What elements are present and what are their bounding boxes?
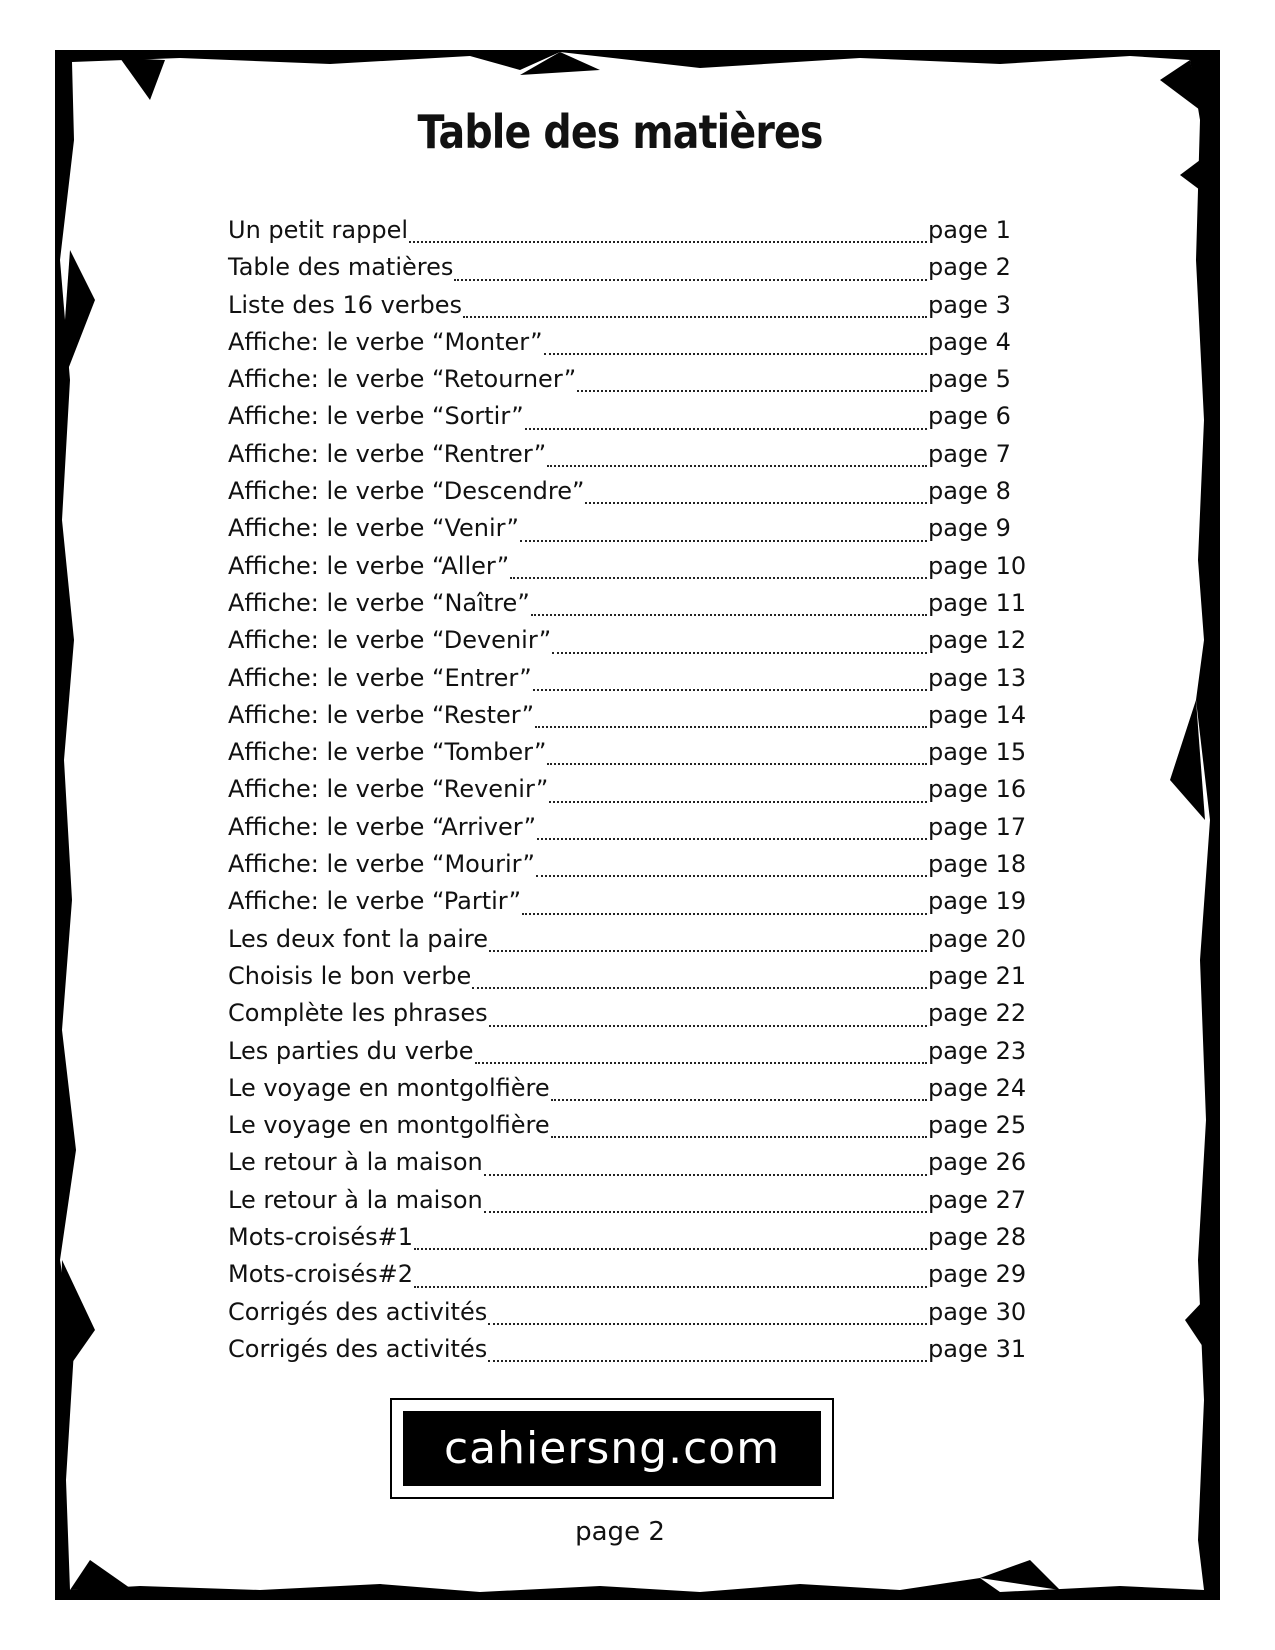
toc-entry-page: page 28 <box>928 1223 1027 1252</box>
toc-entry-label: Affiche: le verbe “Entrer” <box>228 663 532 692</box>
toc-entry-page: page 31 <box>928 1334 1027 1363</box>
dot-leader <box>585 502 927 504</box>
dot-leader <box>547 763 927 765</box>
toc-entry <box>228 473 1048 510</box>
dot-leader <box>577 390 927 392</box>
toc-entry-label: Affiche: le verbe “Aller” <box>228 551 510 580</box>
toc-entry <box>228 249 1048 286</box>
toc-entry-page: page 11 <box>928 588 1027 617</box>
toc-entry-label: Un petit rappel <box>228 216 408 244</box>
dot-leader <box>544 353 927 355</box>
toc-entry-page: page 6 <box>928 402 1011 431</box>
toc-entry <box>228 995 1048 1032</box>
dot-leader <box>475 1062 927 1064</box>
toc-entry-label: Affiche: le verbe “Rester” <box>228 700 535 729</box>
dot-leader <box>522 913 927 915</box>
dot-leader <box>547 465 927 467</box>
dot-leader <box>510 577 927 579</box>
toc-entry-page: page 22 <box>928 999 1027 1028</box>
toc-entry-label: Affiche: le verbe “Descendre” <box>228 477 585 506</box>
toc-entry-label: Table des matières <box>228 253 454 282</box>
toc-entry-label: Corrigés des activités <box>228 1297 488 1326</box>
toc-entry <box>228 622 1048 659</box>
toc-entry-label: Mots-croisés#2 <box>228 1260 414 1289</box>
toc-entry-page: page 15 <box>928 738 1027 767</box>
toc-entry-page: page 13 <box>928 663 1027 692</box>
toc-entry <box>228 734 1048 771</box>
dot-leader <box>488 1323 927 1325</box>
toc-entry-label: Affiche: le verbe “Venir” <box>228 514 519 543</box>
toc-entry-label: Le voyage en montgolfière <box>228 1111 550 1140</box>
dot-leader <box>551 1136 927 1138</box>
toc-entry-label: Affiche: le verbe “Monter” <box>228 327 543 356</box>
toc-entry-label: Affiche: le verbe “Sortir” <box>228 402 524 431</box>
toc-entry-label: Mots-croisés#1 <box>228 1223 414 1252</box>
toc-entry-page: page 27 <box>928 1185 1027 1214</box>
toc-entry-page: page 30 <box>928 1297 1027 1326</box>
brand-banner <box>390 1398 834 1499</box>
toc-entry <box>228 697 1048 734</box>
toc-entry <box>228 921 1048 958</box>
toc-entry-page: page 14 <box>928 700 1027 729</box>
toc-entry-label: Affiche: le verbe “Naître” <box>228 588 530 617</box>
toc-entry-page: page 18 <box>928 850 1027 879</box>
toc-entry <box>228 958 1048 995</box>
toc-entry-page: page 3 <box>928 290 1011 319</box>
toc-entry-page: page 4 <box>928 327 1011 356</box>
dot-leader <box>549 801 927 803</box>
toc-entry <box>228 548 1048 585</box>
toc-entry <box>228 1294 1048 1331</box>
dot-leader <box>533 689 927 691</box>
toc-entry <box>228 809 1048 846</box>
toc-entry <box>228 660 1048 697</box>
toc-entry-page: page 16 <box>928 775 1027 804</box>
toc-entry-page: page 19 <box>928 887 1027 916</box>
toc-entry-page: page 23 <box>928 1036 1027 1065</box>
dot-leader <box>537 838 927 840</box>
toc-entry <box>228 398 1048 435</box>
toc-entry-label: Le retour à la maison <box>228 1185 483 1214</box>
toc-entry-page: page 9 <box>928 514 1011 543</box>
toc-entry-page: page 20 <box>928 924 1027 953</box>
toc-entry-page: page 26 <box>928 1148 1027 1177</box>
toc-entry-label: Choisis le bon verbe <box>228 961 472 990</box>
dot-leader <box>489 950 927 952</box>
page-number: page 2 <box>575 1517 665 1547</box>
dot-leader <box>463 316 927 318</box>
toc-entry <box>228 1070 1048 1107</box>
dot-leader <box>520 540 927 542</box>
dot-leader <box>409 241 927 243</box>
toc-entry-label: Complète les phrases <box>228 999 488 1028</box>
dot-leader <box>472 987 927 989</box>
toc-entry <box>228 883 1048 920</box>
dot-leader <box>488 1360 927 1362</box>
toc-entry-label: Le voyage en montgolfière <box>228 1073 550 1102</box>
dot-leader <box>551 1099 927 1101</box>
toc-entry-label: Affiche: le verbe “Revenir” <box>228 775 549 804</box>
toc-entry-label: Corrigés des activités <box>228 1334 488 1363</box>
toc-entry-page: page 21 <box>928 961 1027 990</box>
dot-leader <box>552 652 927 654</box>
toc-entry <box>228 361 1048 398</box>
dot-leader <box>414 1248 927 1250</box>
page-title: Table des matières <box>417 105 823 159</box>
toc-entry <box>228 846 1048 883</box>
toc-entry-page: page 24 <box>928 1073 1027 1102</box>
toc-entry <box>228 1219 1048 1256</box>
dot-leader <box>484 1211 927 1213</box>
toc-entry <box>228 287 1048 324</box>
toc-entry-page: page 25 <box>928 1111 1027 1140</box>
toc-entry <box>228 1033 1048 1070</box>
toc-entry-label: Affiche: le verbe “Devenir” <box>228 626 552 655</box>
toc-entry-label: Affiche: le verbe “Mourir” <box>228 850 535 879</box>
toc-entry <box>228 1182 1048 1219</box>
toc-entry <box>228 324 1048 361</box>
toc-entry-page: page 2 <box>928 253 1011 282</box>
toc-entry-page: page 1 <box>928 216 1011 244</box>
dot-leader <box>535 726 927 728</box>
toc-entry <box>228 1256 1048 1293</box>
dot-leader <box>525 428 927 430</box>
toc-entry-page: page 17 <box>928 812 1027 841</box>
toc-entry-page: page 8 <box>928 477 1011 506</box>
toc-entry <box>228 771 1048 808</box>
dot-leader <box>484 1174 927 1176</box>
toc-entry <box>228 510 1048 547</box>
dot-leader <box>414 1286 927 1288</box>
toc-entry-label: Les parties du verbe <box>228 1036 474 1065</box>
toc-entry-page: page 10 <box>928 551 1027 580</box>
toc-entry-label: Affiche: le verbe “Tomber” <box>228 738 547 767</box>
toc-entry-page: page 5 <box>928 365 1011 394</box>
table-of-contents <box>228 212 1048 1368</box>
toc-entry <box>228 436 1048 473</box>
dot-leader <box>489 1025 927 1027</box>
dot-leader <box>531 614 927 616</box>
toc-entry-page: page 12 <box>928 626 1027 655</box>
toc-entry-label: Affiche: le verbe “Retourner” <box>228 365 577 394</box>
toc-entry-page: page 29 <box>928 1260 1027 1289</box>
toc-entry-page: page 7 <box>928 439 1011 468</box>
dot-leader <box>454 279 927 281</box>
toc-entry <box>228 1107 1048 1144</box>
toc-entry-label: Les deux font la paire <box>228 924 488 953</box>
toc-entry <box>228 585 1048 622</box>
toc-entry <box>228 1331 1048 1368</box>
toc-entry-label: Affiche: le verbe “Rentrer” <box>228 439 547 468</box>
toc-entry <box>228 212 1048 249</box>
toc-entry-label: Le retour à la maison <box>228 1148 483 1177</box>
dot-leader <box>536 875 927 877</box>
brand-text: cahiersng.com <box>403 1411 821 1486</box>
toc-entry-label: Affiche: le verbe “Partir” <box>228 887 522 916</box>
toc-entry-label: Liste des 16 verbes <box>228 290 462 319</box>
toc-entry <box>228 1144 1048 1181</box>
toc-entry-label: Affiche: le verbe “Arriver” <box>228 812 537 841</box>
